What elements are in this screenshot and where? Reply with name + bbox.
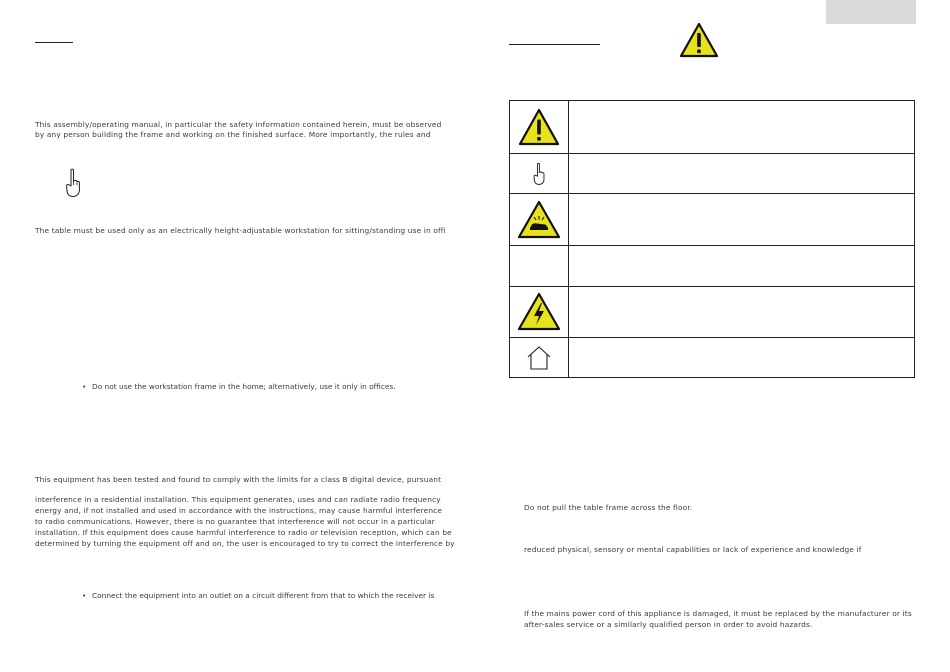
- house-icon: [526, 345, 552, 371]
- power-cord-line-2: after-sales service or a similarly qualified person in order to avoid hazards.: [524, 620, 813, 629]
- symbol-cell: [510, 154, 569, 193]
- symbol-row-note: [510, 154, 914, 194]
- capabilities-text: reduced physical, sensory or mental capabilities or lack of experience and knowledge if: [524, 545, 862, 554]
- home-use-text: Do not use the workstation frame in the home; alternatively, use it only in offices.: [92, 382, 396, 391]
- page-tab: [826, 0, 916, 24]
- bullet-dot: •: [82, 382, 87, 391]
- outlet-bullet: [82, 591, 434, 602]
- floor-warning-text: Do not pull the table frame across the floor.: [524, 503, 693, 512]
- symbol-cell: [510, 287, 569, 337]
- intended-use-text: The table must be used only as an electrically height-adjustable workstation for sitting/standing use in offi: [35, 226, 446, 235]
- fcc-line-6: determined by turning the equipment off and on, the user is encouraged to try to correct the interference by: [35, 539, 455, 548]
- intro-line-2: by any person building the frame and working on the finished surface. More importantly, the rules and: [35, 130, 431, 139]
- pointing-hand-icon: [64, 168, 82, 198]
- pointing-hand-icon: [532, 162, 546, 186]
- symbol-row-electric: [510, 287, 914, 338]
- symbol-cell: [510, 194, 569, 245]
- fcc-line-1: This equipment has been tested and found to comply with the limits for a class B digital device, pursuant: [35, 475, 442, 484]
- warning-triangle-icon: [679, 22, 719, 58]
- safety-symbol-table: [509, 100, 915, 378]
- symbol-row-blank: [510, 246, 914, 287]
- symbol-cell: [510, 101, 569, 153]
- crush-hazard-icon: [517, 200, 561, 240]
- symbol-cell: [510, 338, 569, 377]
- symbol-row-house: [510, 338, 914, 377]
- power-cord-line-1: If the mains power cord of this appliance is damaged, it must be replaced by the manufacturer or its: [524, 609, 912, 618]
- symbol-row-crush: [510, 194, 914, 246]
- fcc-line-3: energy and, if not installed and used in accordance with the instructions, may cause harmful interference: [35, 506, 443, 515]
- warning-triangle-icon: [518, 108, 560, 146]
- fcc-line-2: interference in a residential installation. This equipment generates, uses and can radiate radio frequency: [35, 495, 441, 504]
- electric-hazard-icon: [517, 292, 561, 332]
- bullet-dot: •: [82, 591, 87, 600]
- home-use-bullet: [82, 382, 396, 393]
- outlet-text: Connect the equipment into an outlet on a circuit different from that to which the receiver is: [92, 591, 435, 600]
- symbol-cell: [510, 246, 569, 286]
- symbol-row-warning: [510, 101, 914, 154]
- fcc-line-5: installation. If this equipment does cause harmful interference to radio or television reception, which can be: [35, 528, 452, 537]
- heading-rule-right: [509, 44, 600, 45]
- fcc-line-4: to radio communications. However, there is no guarantee that interference will not occur in a particular: [35, 517, 435, 526]
- intro-line-1: This assembly/operating manual, in particular the safety information contained herein, must be observed: [35, 120, 442, 129]
- heading-rule-left: [35, 42, 73, 43]
